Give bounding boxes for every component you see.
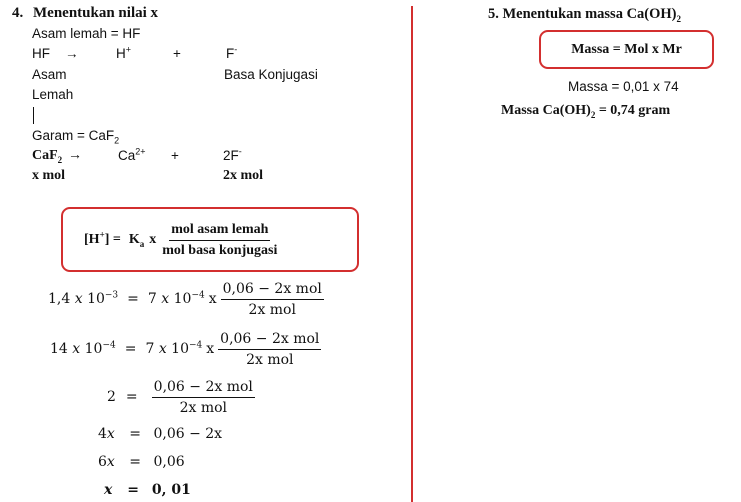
text-cursor [33, 107, 34, 124]
step2-times: x [206, 341, 215, 357]
step2-lhs: 14 x $10^{-4}$ [50, 340, 116, 357]
h-charge: + [125, 44, 132, 55]
f-charge: - [234, 44, 238, 55]
section5-heading [488, 6, 681, 23]
f-base: F [226, 46, 235, 61]
formula-lhs-charge: + [99, 229, 105, 240]
mol-right: 2x mol [223, 168, 264, 183]
step2-rhs: 7 x $10^{-4}$ [145, 340, 203, 357]
2f-charge: - [238, 146, 242, 157]
section4-heading [12, 5, 158, 22]
step3-lhs: 2 [107, 389, 116, 405]
acid-label-1: Asam [32, 67, 67, 82]
hf-reactant: HF [32, 46, 50, 61]
step1-fraction: $\frac{\text{0,06 − 2x mol}}{\text{2x mol}}$ [222, 280, 322, 318]
step-2 [50, 330, 321, 368]
salt-prefix: Garam = CaF [32, 128, 115, 143]
hf-arrow: → [65, 46, 79, 61]
hf-product-h [116, 46, 131, 61]
section5-title: 5. Menentukan massa Ca(OH) [488, 6, 677, 22]
formula-fraction [160, 222, 279, 259]
ca-charge: 2+ [135, 146, 146, 157]
step-4: 4x = 0,06 − 2x [98, 426, 223, 442]
conjugate-base-label: Basa Konjugasi [224, 67, 318, 82]
weak-acid-line: Asam lemah = HF [32, 26, 141, 41]
ka-base: K [128, 232, 140, 247]
mass-calc-line: Massa = 0,01 x 74 [568, 79, 679, 94]
section4-number: 4. [12, 5, 24, 21]
caf2-sub: 2 [57, 154, 63, 165]
caf2-product-f [223, 148, 242, 163]
caf2-arrow: → [68, 148, 82, 163]
2f-base: 2F [223, 148, 239, 163]
mass-result-line: Massa $Ca(OH)_2 = 0,74$ gram [501, 103, 671, 120]
step1-eq: = [127, 291, 139, 307]
step1-lhs: 1,4 x $10^{-3}$ [48, 290, 119, 307]
formula-times: x [149, 232, 157, 247]
acid-label-2: Lemah [32, 87, 74, 102]
step3-eq: = [125, 389, 138, 405]
formula-lhs-close: ] = [104, 232, 121, 247]
step-1 [48, 280, 324, 318]
step-5: 6x = 0,06 [98, 454, 185, 470]
salt-line [32, 128, 120, 146]
caf2-reactant [32, 148, 62, 164]
hf-product-f [226, 46, 237, 61]
hf-plus: + [173, 46, 181, 61]
formula-lhs-open: [H [84, 232, 100, 247]
ca-base: Ca [118, 148, 136, 163]
mol-left: x mol [32, 168, 66, 183]
section4-title: Menentukan nilai x [33, 5, 159, 21]
salt-sub: 2 [114, 135, 120, 146]
ka-sub: a [139, 238, 145, 249]
mass-formula: Massa = Mol x Mr [571, 41, 682, 57]
formula-ka [129, 232, 144, 248]
formula [84, 216, 279, 264]
step2-fraction: $\frac{\text{0,06 − 2x mol}}{\text{2x mol}}$ [220, 330, 320, 368]
caf2-product-ca [118, 148, 146, 163]
formula-numerator: mol asam lemah [169, 222, 270, 241]
step-6-result: x = 0, 01 [104, 482, 191, 498]
formula-denominator: mol basa konjugasi [162, 242, 278, 258]
h-base: H [116, 46, 126, 61]
column-divider [411, 6, 413, 502]
step-3 [107, 378, 255, 416]
caf2-base: CaF [32, 148, 58, 163]
section5-title-sub: 2 [676, 13, 682, 24]
caf2-plus: + [171, 148, 179, 163]
formula-lhs [84, 229, 121, 248]
step1-rhs: 7 x $10^{-4}$ [147, 290, 205, 307]
step1-times: x [208, 291, 217, 307]
step2-eq: = [124, 341, 137, 357]
step3-fraction: $\frac{\text{0,06 − 2x mol}}{\text{2x mol}}$ [153, 378, 253, 416]
